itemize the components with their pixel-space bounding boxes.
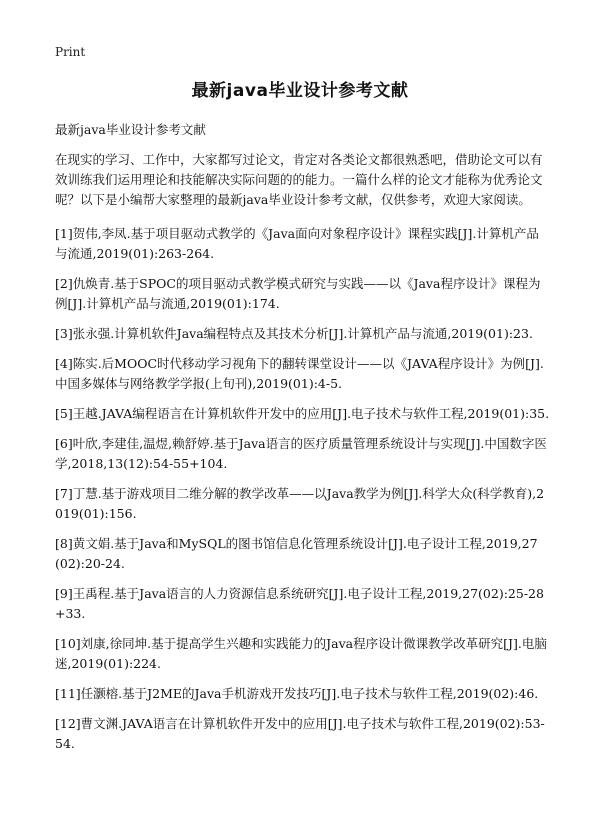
print-label: Print xyxy=(55,45,86,59)
document-title: 最新java毕业设计参考文献 xyxy=(191,81,409,101)
reference-item: [8]黄文娟.基于Java和MySQL的图书馆信息化管理系统设计[J].电子设计工程,2019,27(02):20-24. xyxy=(55,536,538,571)
reference-item: [12]曹文渊.JAVA语言在计算机软件开发中的应用[J].电子技术与软件工程,2019(02):53-54. xyxy=(55,716,545,751)
reference-item: [1]贺伟,李凤.基于项目驱动式教学的《Java面向对象程序设计》课程实践[J].计算机产品与流通,2019(01):263-264. xyxy=(55,226,539,261)
reference-item: [7]丁慧.基于游戏项目二维分解的教学改革——以Java教学为例[J].科学大众(科学教育),2019(01):156. xyxy=(55,486,545,521)
reference-item: [5]王越.JAVA编程语言在计算机软件开发中的应用[J].电子技术与软件工程,2019(01):35. xyxy=(55,406,550,421)
reference-item: [3]张永强.计算机软件Java编程特点及其技术分析[J].计算机产品与流通,2019(01):23. xyxy=(55,326,533,341)
document-subtitle: 最新java毕业设计参考文献 xyxy=(55,122,206,137)
document-body xyxy=(55,120,550,764)
reference-item: [4]陈实.后MOOC时代移动学习视角下的翻转课堂设计——以《JAVA程序设计》为例[J].中国多媒体与网络教学学报(上旬刊),2019(01):4-5. xyxy=(55,356,544,391)
reference-item: [11]任灏榕.基于J2ME的Java手机游戏开发技巧[J].电子技术与软件工程,2019(02):46. xyxy=(55,686,539,701)
reference-item: [6]叶欣,李建佳,温煜,赖舒婷.基于Java语言的医疗质量管理系统设计与实现[J].中国数字医学,2018,13(12):54-55+104. xyxy=(55,436,547,471)
intro-paragraph: 在现实的学习、工作中，大家都写过论文，肯定对各类论文都很熟悉吧，借助论文可以有效训练我们运用理论和技能解决实际问题的的能力。一篇什么样的论文才能称为优秀论文呢？以下是小编帮大家整理的最新java毕业设计参考文献，仅供参考，欢迎大家阅读。 xyxy=(55,152,543,207)
reference-list xyxy=(55,224,550,754)
reference-item: [9]王禹程.基于Java语言的人力资源信息系统研究[J].电子设计工程,2019,27(02):25-28+33. xyxy=(55,586,544,621)
reference-item: [2]仇焕青.基于SPOC的项目驱动式教学模式研究与实践——以《Java程序设计》课程为例[J].计算机产品与流通,2019(01):174. xyxy=(55,276,541,311)
reference-item: [10]刘康,徐同坤.基于提高学生兴趣和实践能力的Java程序设计微课教学改革研究[J].电脑迷,2019(01):224. xyxy=(55,636,547,671)
